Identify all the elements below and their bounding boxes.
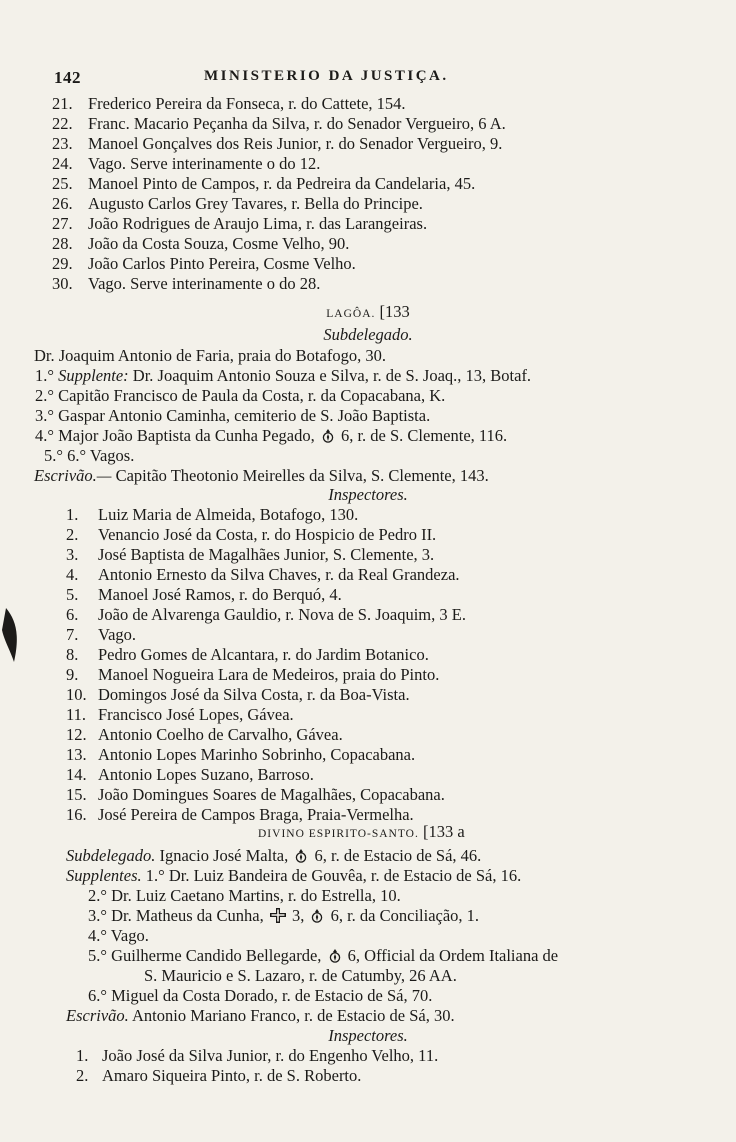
lagoa-escrivao bbox=[34, 466, 489, 486]
divino-escrivao-label: Escrivão. bbox=[66, 1006, 129, 1025]
lagoa-subdelegado-label: Subdelegado. bbox=[323, 325, 413, 344]
divino-subdelegado-label: Subdelegado. bbox=[66, 846, 156, 865]
item-text: José Pereira de Campos Braga, Praia-Vermelha. bbox=[98, 805, 414, 824]
lagoa-supplente-3: 3.° Gaspar Antonio Caminha, cemiterio de S. João Baptista. bbox=[35, 406, 431, 425]
item-text: Pedro Gomes de Alcantara, r. do Jardim Botanico. bbox=[98, 645, 429, 664]
item-number: 26. bbox=[52, 194, 73, 213]
lagoa-subdelegado: Dr. Joaquim Antonio de Faria, praia do Botafogo, 30. bbox=[34, 346, 386, 365]
item-text: João Carlos Pinto Pereira, Cosme Velho. bbox=[88, 254, 356, 273]
item-text: Antonio Coelho de Carvalho, Gávea. bbox=[98, 725, 343, 744]
divino-supplente-3-text-b: 3, bbox=[291, 906, 305, 925]
order-emblem-icon bbox=[310, 908, 324, 923]
cross-emblem-icon bbox=[270, 908, 286, 923]
lagoa-supplente-4 bbox=[35, 426, 507, 446]
item-number: 9. bbox=[66, 665, 79, 684]
item-text: João José da Silva Junior, r. do Engenho Velho, 11. bbox=[102, 1046, 439, 1065]
item-number: 8. bbox=[66, 645, 79, 664]
item-number: 1. bbox=[66, 505, 79, 524]
binding-shadow-mark bbox=[0, 600, 26, 670]
item-number: 13. bbox=[66, 745, 87, 764]
divino-supplente-3 bbox=[88, 906, 479, 926]
item-number: 27. bbox=[52, 214, 73, 233]
item-text: Vago. Serve interinamente o do 12. bbox=[88, 154, 321, 173]
item-number: 29. bbox=[52, 254, 73, 273]
item-number: 28. bbox=[52, 234, 73, 253]
divino-supplente-3-text-a: 3.° Dr. Matheus da Cunha, bbox=[88, 906, 264, 925]
escrivao-text: Capitão Theotonio Meirelles da Silva, S. Clemente, 143. bbox=[115, 466, 489, 485]
item-number: 5. bbox=[66, 585, 79, 604]
item-number: 16. bbox=[66, 805, 87, 824]
supplente-4-text-b: 6, r. de S. Clemente, 116. bbox=[340, 426, 508, 445]
divino-supplente-6: 6.° Miguel da Costa Dorado, r. de Estacio de Sá, 70. bbox=[88, 986, 433, 1005]
item-number: 6. bbox=[66, 605, 79, 624]
divino-supplente-5-text-b: 6, Official da Ordem Italiana de bbox=[347, 946, 559, 965]
item-text: Luiz Maria de Almeida, Botafogo, 130. bbox=[98, 505, 359, 524]
item-text: Frederico Pereira da Fonseca, r. do Cattete, 154. bbox=[88, 94, 406, 113]
item-number: 4. bbox=[66, 565, 79, 584]
item-text: João da Costa Souza, Cosme Velho, 90. bbox=[88, 234, 350, 253]
divino-supplente-3-text-c: 6, r. da Conciliação, 1. bbox=[330, 906, 480, 925]
divino-heading-ref: [133 a bbox=[422, 822, 465, 841]
item-number: 11. bbox=[66, 705, 87, 724]
item-text: Amaro Siqueira Pinto, r. de S. Roberto. bbox=[102, 1066, 362, 1085]
item-number: 22. bbox=[52, 114, 73, 133]
item-text: Antonio Lopes Suzano, Barroso. bbox=[98, 765, 314, 784]
item-text: Augusto Carlos Grey Tavares, r. Bella do Principe. bbox=[88, 194, 423, 213]
order-emblem-icon bbox=[328, 948, 342, 963]
item-text: Vago. bbox=[98, 625, 137, 644]
lagoa-heading-ref: [133 bbox=[379, 302, 410, 321]
lagoa-inspectores-label: Inspectores. bbox=[328, 485, 408, 504]
item-number: 2. bbox=[76, 1066, 89, 1085]
divino-supplente-1 bbox=[66, 866, 521, 886]
item-number: 1. bbox=[76, 1046, 89, 1065]
divino-heading-text: DIVINO ESPIRITO-SANTO. bbox=[258, 828, 419, 840]
item-number: 30. bbox=[52, 274, 73, 293]
lagoa-supplente-1 bbox=[35, 366, 531, 386]
lagoa-heading-text: LAGÔA. bbox=[326, 308, 376, 320]
item-number: 12. bbox=[66, 725, 87, 744]
divino-subdelegado-text-b: 6, r. de Estacio de Sá, 46. bbox=[314, 846, 482, 865]
item-text: Vago. Serve interinamente o do 28. bbox=[88, 274, 321, 293]
divino-supplente-5-cont: S. Mauricio e S. Lazaro, r. de Catumby, 26 AA. bbox=[144, 966, 457, 985]
item-number: 24. bbox=[52, 154, 73, 173]
escrivao-label: Escrivão.— bbox=[34, 466, 112, 485]
item-number: 3. bbox=[66, 545, 79, 564]
supplente-1-text: Dr. Joaquim Antonio Souza e Silva, r. de S. Joaq., 13, Botaf. bbox=[132, 366, 532, 385]
divino-supplente-5 bbox=[88, 946, 558, 966]
item-number: 14. bbox=[66, 765, 87, 784]
page-number: 142 bbox=[54, 68, 81, 87]
item-text: João de Alvarenga Gauldio, r. Nova de S. Joaquim, 3 E. bbox=[98, 605, 466, 624]
item-text: Manoel José Ramos, r. do Berquó, 4. bbox=[98, 585, 342, 604]
item-number: 25. bbox=[52, 174, 73, 193]
item-text: Antonio Lopes Marinho Sobrinho, Copacabana. bbox=[98, 745, 416, 764]
item-text: Manoel Pinto de Campos, r. da Pedreira da Candelaria, 45. bbox=[88, 174, 476, 193]
divino-supplente-2: 2.° Dr. Luiz Caetano Martins, r. do Estrella, 10. bbox=[88, 886, 401, 905]
item-number: 2. bbox=[66, 525, 79, 544]
divino-subdelegado bbox=[66, 846, 481, 866]
order-emblem-icon bbox=[321, 428, 335, 443]
divino-supplente-1-text: 1.° Dr. Luiz Bandeira de Gouvêa, r. de Estacio de Sá, 16. bbox=[145, 866, 522, 885]
divino-subdelegado-text-a: Ignacio José Malta, bbox=[159, 846, 289, 865]
divino-escrivao-text: Antonio Mariano Franco, r. de Estacio de Sá, 30. bbox=[132, 1006, 455, 1025]
supplente-label: Supplente: bbox=[58, 366, 129, 385]
divino-supplentes-label: Supplentes. bbox=[66, 866, 142, 885]
item-text: José Baptista de Magalhães Junior, S. Clemente, 3. bbox=[98, 545, 435, 564]
item-text: Franc. Macario Peçanha da Silva, r. do Senador Vergueiro, 6 A. bbox=[88, 114, 506, 133]
lagoa-heading bbox=[0, 302, 736, 322]
divino-heading bbox=[258, 822, 465, 842]
item-number: 21. bbox=[52, 94, 73, 113]
lagoa-supplente-5-6: 5.° 6.° Vagos. bbox=[44, 446, 135, 465]
item-number: 7. bbox=[66, 625, 79, 644]
divino-supplente-5-text-a: 5.° Guilherme Candido Bellegarde, bbox=[88, 946, 322, 965]
supplente-4-text-a: 4.° Major João Baptista da Cunha Pegado, bbox=[35, 426, 315, 445]
item-text: Manoel Gonçalves dos Reis Junior, r. do Senador Vergueiro, 9. bbox=[88, 134, 503, 153]
divino-escrivao bbox=[66, 1006, 455, 1026]
item-number: 10. bbox=[66, 685, 87, 704]
item-text: João Domingues Soares de Magalhães, Copacabana. bbox=[98, 785, 445, 804]
running-title: MINISTERIO DA JUSTIÇA. bbox=[204, 68, 449, 84]
item-text: Domingos José da Silva Costa, r. da Boa-Vista. bbox=[98, 685, 410, 704]
lagoa-supplente-2: 2.° Capitão Francisco de Paula da Costa, r. da Copacabana, K. bbox=[35, 386, 446, 405]
item-number: 23. bbox=[52, 134, 73, 153]
item-text: Venancio José da Costa, r. do Hospicio de Pedro II. bbox=[98, 525, 437, 544]
item-text: Francisco José Lopes, Gávea. bbox=[98, 705, 294, 724]
item-text: João Rodrigues de Araujo Lima, r. das Larangeiras. bbox=[88, 214, 428, 233]
supplente-number: 1.° bbox=[35, 366, 54, 385]
item-text: Manoel Nogueira Lara de Medeiros, praia do Pinto. bbox=[98, 665, 440, 684]
divino-supplente-4: 4.° Vago. bbox=[88, 926, 149, 945]
order-emblem-icon bbox=[294, 848, 308, 863]
item-text: Antonio Ernesto da Silva Chaves, r. da Real Grandeza. bbox=[98, 565, 460, 584]
page-header bbox=[54, 68, 514, 90]
item-number: 15. bbox=[66, 785, 87, 804]
divino-inspectores-label: Inspectores. bbox=[328, 1026, 408, 1045]
